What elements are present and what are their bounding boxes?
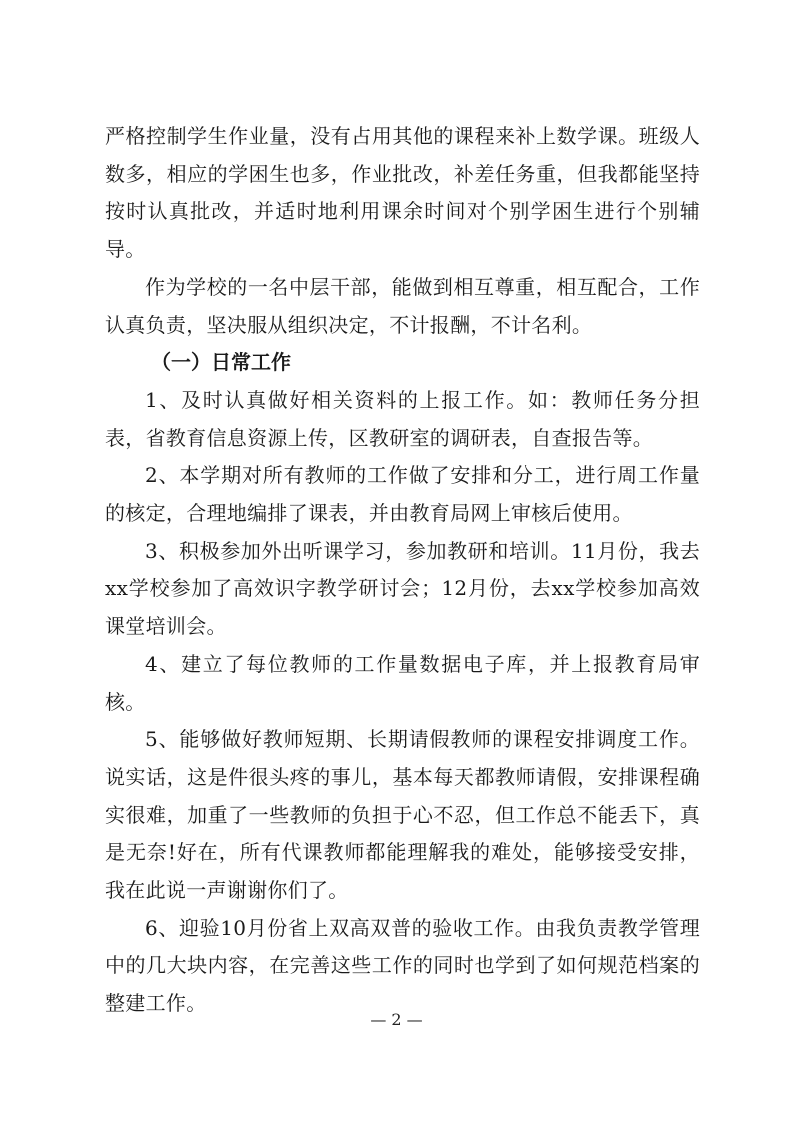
body-text bbox=[105, 118, 700, 1023]
section-heading: （一）日常工作 bbox=[151, 350, 291, 375]
paragraph: 1、及时认真做好相关资料的上报工作。如：教师任务分担表，省教育信息资源上传，区教研室的调研表，自查报告等。 bbox=[105, 387, 700, 450]
paragraph: 4、建立了每位教师的工作量数据电子库，并上报教育局审核。 bbox=[105, 651, 700, 714]
paragraph: 3、积极参加外出听课学习，参加教研和培训。11月份，我去xx学校参加了高效识字教学研讨会；12月份，去xx学校参加高效课堂培训会。 bbox=[105, 538, 700, 639]
paragraph: 2、本学期对所有教师的工作做了安排和分工，进行周工作量的核定，合理地编排了课表，并由教育局网上审核后使用。 bbox=[105, 463, 700, 526]
paragraph: 严格控制学生作业量，没有占用其他的课程来补上数学课。班级人数多，相应的学困生也多，作业批改，补差任务重，但我都能坚持按时认真批改，并适时地利用课余时间对个别学困生进行个别辅导。 bbox=[105, 124, 700, 262]
paragraph: 作为学校的一名中层干部，能做到相互尊重，相互配合，工作认真负责，坚决服从组织决定，不计报酬，不计名利。 bbox=[105, 274, 700, 337]
paragraph: 5、能够做好教师短期、长期请假教师的课程安排调度工作。说实话，这是件很头疼的事儿，基本每天都教师请假，安排课程确实很难，加重了一些教师的负担于心不忍，但工作总不能丢下，真是无奈!好在，所有代课教师都能理解我的难处，能够接受安排，我在此说一声谢谢你们了。 bbox=[105, 727, 700, 903]
page-number: — 2 — bbox=[370, 1010, 423, 1029]
paragraph: 6、迎验10月份省上双高双普的验收工作。由我负责教学管理中的几大块内容，在完善这些工作的同时也学到了如何规范档案的整建工作。 bbox=[105, 915, 700, 1016]
